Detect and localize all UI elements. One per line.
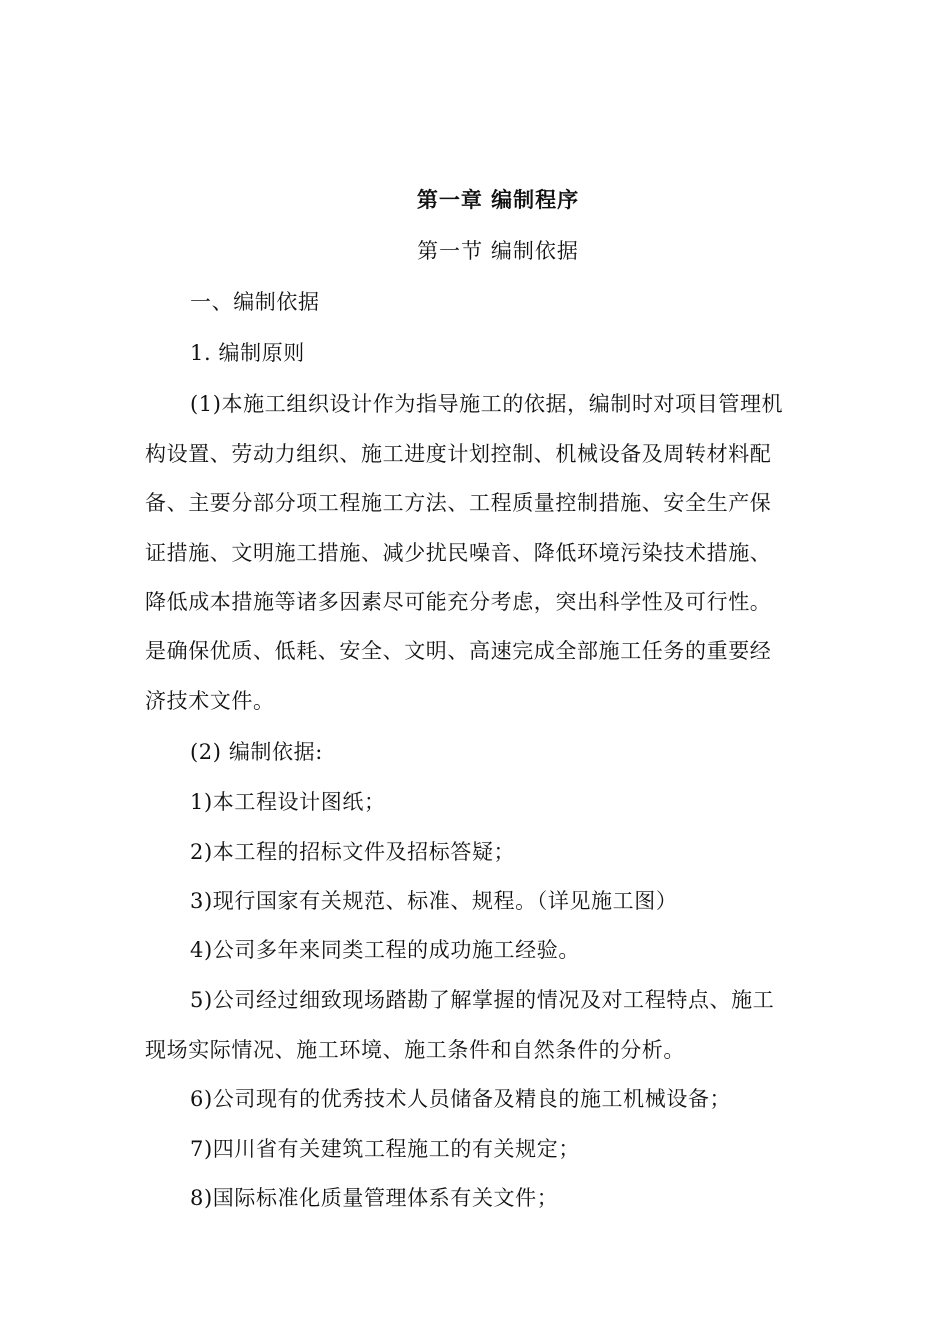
list-item: 7)四川省有关建筑工程施工的有关规定； [190, 1137, 580, 1161]
paragraph-line: 备、主要分部分项工程施工方法、工程质量控制措施、安全生产保 [145, 491, 772, 515]
list-item: 6)公司现有的优秀技术人员储备及精良的施工机械设备； [190, 1087, 732, 1111]
chapter-title: 第一章 编制程序 [416, 187, 580, 212]
list-item: 5)公司经过细致现场踏勘了解掌握的情况及对工程特点、施工 [190, 988, 775, 1012]
paragraph-line: (1)本施工组织设计作为指导施工的依据，编制时对项目管理机 [190, 392, 784, 416]
paragraph-line: 证措施、文明施工措施、减少扰民噪音、降低环境污染技术措施、 [145, 541, 772, 565]
list-item: 8)国际标准化质量管理体系有关文件； [190, 1186, 559, 1210]
paragraph-line: 构设置、劳动力组织、施工进度计划控制、机械设备及周转材料配 [145, 442, 772, 466]
basis-heading: (2) 编制依据: [190, 740, 323, 764]
section-title: 第一节 编制依据 [417, 239, 579, 263]
paragraph-line: 济技术文件。 [145, 689, 275, 713]
paragraph-line: 是确保优质、低耗、安全、文明、高速完成全部施工任务的重要经 [145, 639, 772, 663]
list-item: 2)本工程的招标文件及招标答疑； [190, 840, 516, 864]
list-item: 4)公司多年来同类工程的成功施工经验。 [190, 938, 580, 962]
list-item: 1)本工程设计图纸； [190, 790, 386, 814]
list-item-continuation: 现场实际情况、施工环境、施工条件和自然条件的分析。 [145, 1038, 685, 1062]
paragraph-line: 降低成本措施等诸多因素尽可能充分考虑，突出科学性及可行性。 [145, 590, 772, 614]
heading-compilation-principle: 1. 编制原则 [190, 341, 305, 365]
heading-compilation-basis: 一、编制依据 [190, 290, 320, 314]
list-item: 3)现行国家有关规范、标准、规程。（详见施工图） [190, 889, 678, 913]
